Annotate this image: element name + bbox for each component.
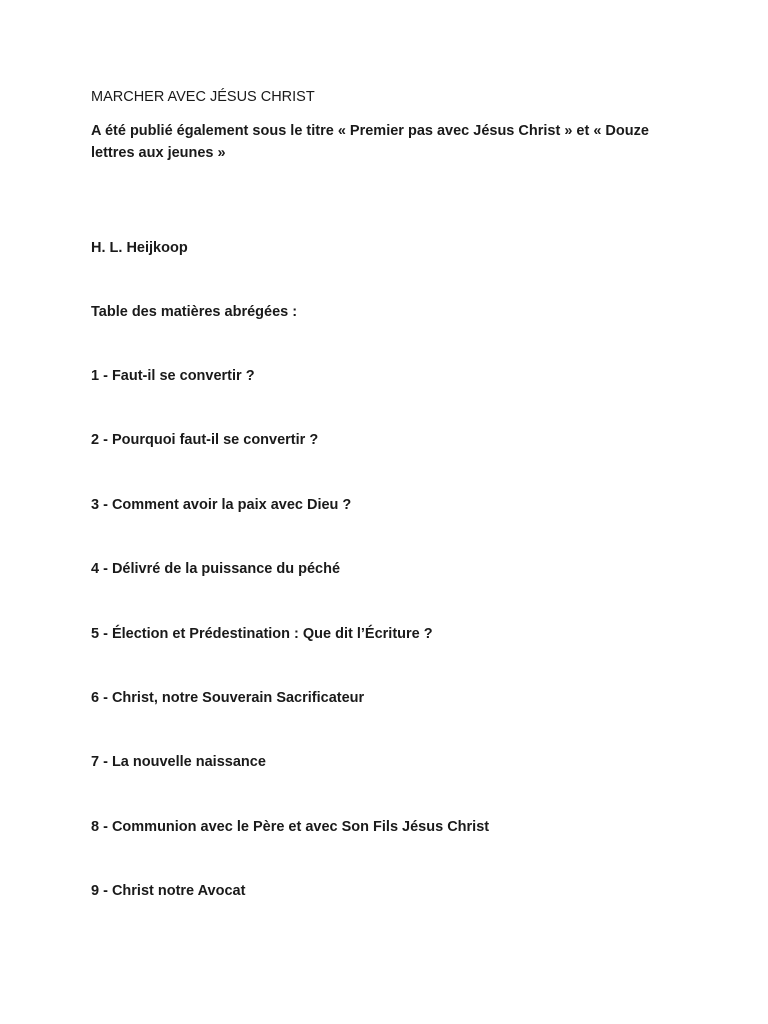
toc-item-8: 8 - Communion avec le Père et avec Son Fils Jésus Christ [91, 818, 490, 835]
toc-item-9: 9 - Christ notre Avocat [91, 883, 246, 900]
toc-item-6: 6 - Christ, notre Souverain Sacrificateur [91, 689, 365, 706]
document-title: MARCHER AVEC JÉSUS CHRIST [91, 89, 315, 105]
toc-item-4: 4 - Délivré de la puissance du péché [91, 561, 341, 578]
table-of-contents [91, 366, 489, 946]
document-subtitle: A été publié également sous le titre « Premier pas avec Jésus Christ » et « Douze lettres aux jeunes » [91, 123, 649, 161]
author-name: H. L. Heijkoop [91, 240, 188, 256]
toc-item-7: 7 - La nouvelle naissance [91, 754, 266, 771]
toc-item-3: 3 - Comment avoir la paix avec Dieu ? [91, 496, 352, 513]
toc-item-1: 1 - Faut-il se convertir ? [91, 368, 255, 384]
toc-heading: Table des matières abrégées : [91, 304, 298, 320]
toc-item-5: 5 - Élection et Prédestination : Que dit l’Écriture ? [91, 625, 433, 642]
toc-item-2: 2 - Pourquoi faut-il se convertir ? [91, 432, 319, 449]
